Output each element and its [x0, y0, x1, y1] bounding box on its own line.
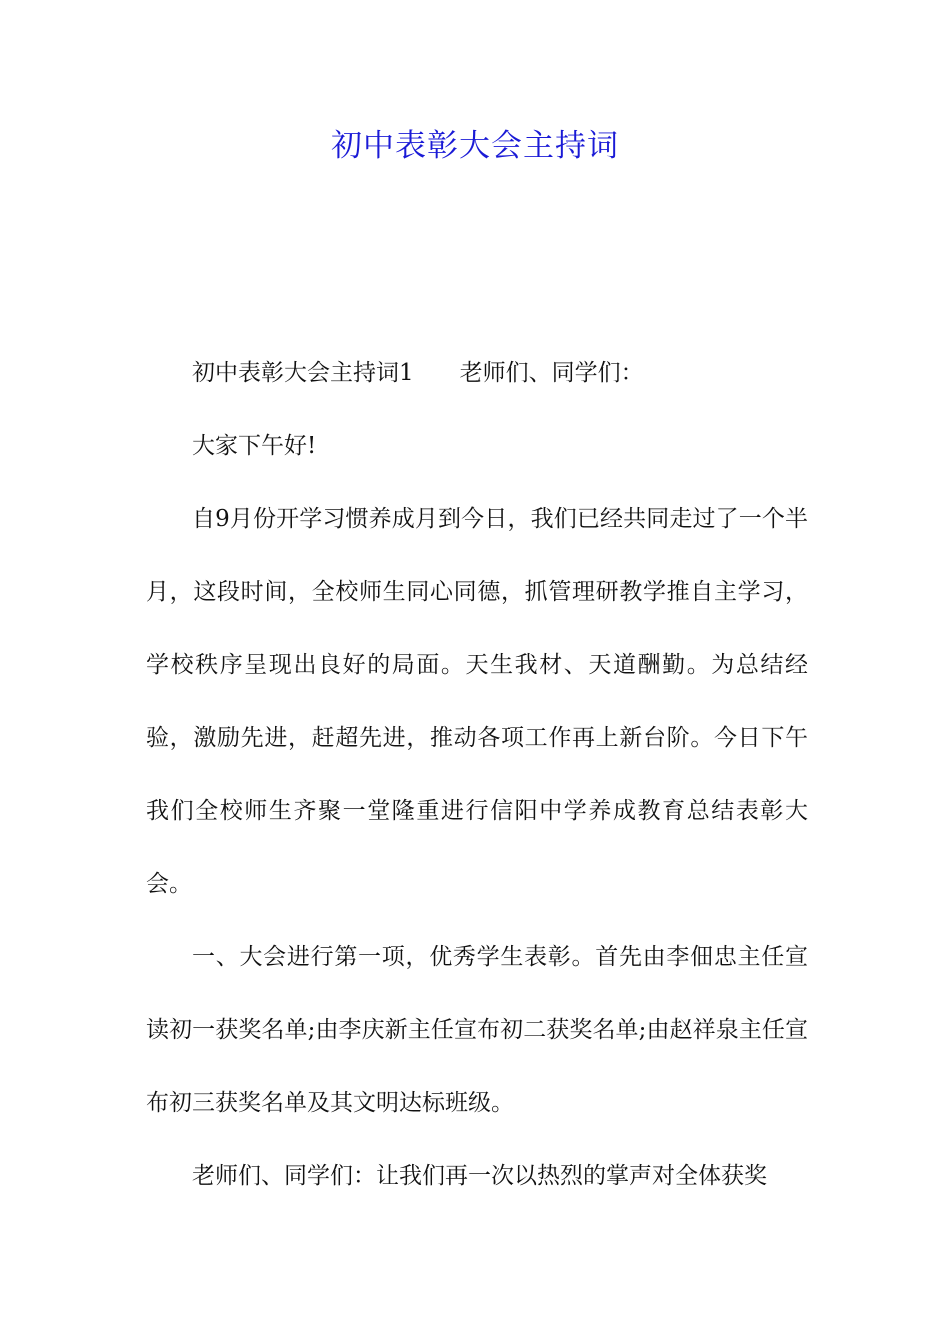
paragraph-intro: 自9月份开学习惯养成月到今日，我们已经共同走过了一个半月，这段时间，全校师生同心同德，抓管理研教学推自主学习，学校秩序呈现出良好的局面。天生我材、天道酬勤。为总结经验，激励先进，赶超先进，推动各项工作再上新台阶。今日下午我们全校师生齐聚一堂隆重进行信阳中学养成教育总结表彰大会。: [146, 506, 808, 897]
paragraph-item-one: 一、大会进行第一项，优秀学生表彰。首先由李佃忠主任宣读初一获奖名单;由李庆新主任宣布初二获奖名单;由赵祥泉主任宣布初三获奖名单及其文明达标班级。: [146, 944, 808, 1116]
paragraph-closing: 老师们、同学们：让我们再一次以热烈的掌声对全体获奖: [192, 1163, 767, 1189]
document-body: [146, 337, 808, 1213]
document-title: 初中表彰大会主持词: [331, 128, 619, 164]
heading-line: [146, 337, 808, 410]
heading-line-part2: 老师们、同学们：: [459, 360, 644, 386]
paragraph-greeting: 大家下午好!: [192, 433, 317, 459]
heading-line-part1: 初中表彰大会主持词1: [192, 360, 414, 386]
